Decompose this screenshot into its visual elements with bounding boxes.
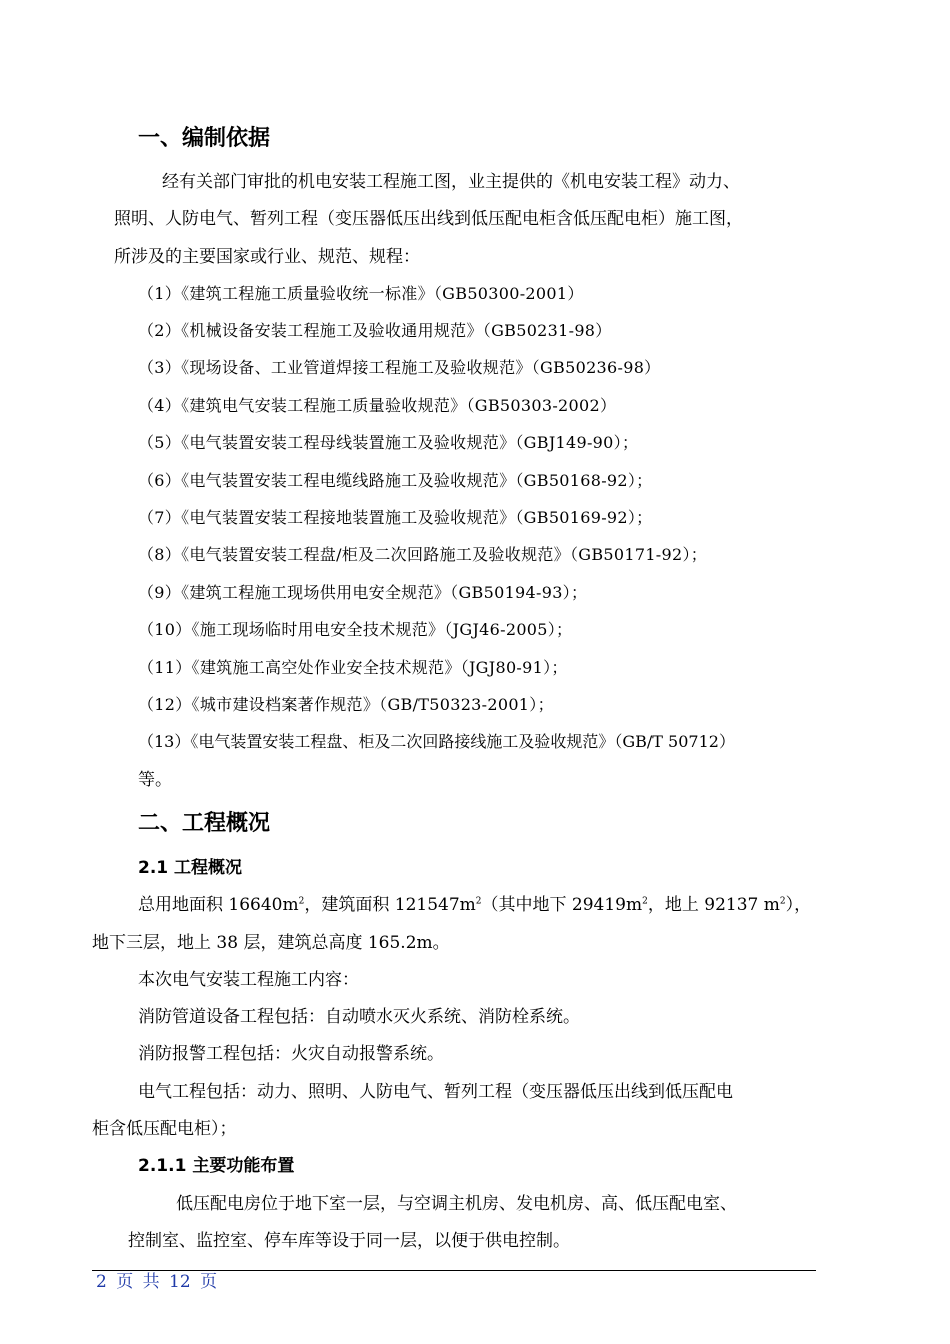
reference-item: （13）《电气装置安装工程盘、柜及二次回路接线施工及验收规范》（GB/T 50712） [138, 732, 735, 751]
area-part: 总用地面积 16640m [138, 895, 299, 915]
reference-item: （12）《城市建设档案著作规范》（GB/T50323-2001）； [138, 695, 554, 714]
reference-item: （11）《建筑施工高空处作业安全技术规范》（JGJ80-91）； [138, 658, 568, 677]
reference-item: （8）《电气装置安装工程盘/柜及二次回路施工及验收规范》（GB50171-92）； [138, 545, 708, 564]
layout-line-1: 低压配电房位于地下室一层，与空调主机房、发电机房、高、低压配电室、 [176, 1194, 737, 1214]
area-part: ，地上 92137 m [647, 895, 780, 915]
intro-line-1: 经有关部门审批的机电安装工程施工图，业主提供的《机电安装工程》动力、 [162, 172, 740, 192]
reference-item: （7）《电气装置安装工程接地装置施工及验收规范》（GB50169-92）； [138, 508, 653, 527]
superscript: 2 [642, 896, 648, 907]
reference-item: （3）《现场设备、工业管道焊接工程施工及验收规范》（GB50236-98） [138, 358, 661, 377]
area-part: ，建筑面积 121547m [304, 895, 476, 915]
intro-line-3: 所涉及的主要国家或行业、规范、规程： [114, 247, 420, 267]
reference-item: （2）《机械设备安装工程施工及验收通用规范》（GB50231-98） [138, 321, 612, 340]
scope-item: 消防报警工程包括：火灾自动报警系统。 [138, 1044, 444, 1064]
section-heading-overview: 二、工程概况 [138, 811, 271, 836]
reference-item: （6）《电气装置安装工程电缆线路施工及验收规范》（GB50168-92）； [138, 471, 653, 490]
superscript: 2 [475, 896, 482, 907]
references-closing: 等。 [138, 770, 172, 790]
area-line [138, 894, 811, 916]
area-part: （其中地下 29419m [481, 895, 643, 915]
section-heading-basis: 一、编制依据 [138, 126, 271, 151]
subsection-heading-layout: 2.1.1 主要功能布置 [138, 1156, 295, 1176]
scope-item: 消防管道设备工程包括：自动喷水灭火系统、消防栓系统。 [138, 1007, 580, 1027]
scope-item-continued: 柜含低压配电柜）； [92, 1119, 237, 1139]
reference-item: （5）《电气装置安装工程母线装置施工及验收规范》（GBJ149-90）； [138, 433, 639, 452]
intro-line-2: 照明、人防电气、暂列工程（变压器低压出线到低压配电柜含低压配电柜）施工图， [114, 209, 743, 229]
layout-line-2: 控制室、监控室、停车库等设于同一层，以便于供电控制。 [128, 1231, 570, 1251]
reference-item: （4）《建筑电气安装工程施工质量验收规范》（GB50303-2002） [138, 396, 617, 415]
area-part: ）， [785, 895, 812, 915]
scope-intro: 本次电气安装工程施工内容： [138, 970, 359, 990]
reference-item: （9）《建筑工程施工现场供用电安全规范》（GB50194-93）； [138, 583, 588, 602]
scope-item: 电气工程包括：动力、照明、人防电气、暂列工程（变压器低压出线到低压配电 [138, 1082, 733, 1102]
page-number: 2 页 共 12 页 [96, 1272, 218, 1292]
superscript: 2 [779, 896, 786, 907]
area-line-2: 地下三层，地上 38 层，建筑总高度 165.2m。 [92, 933, 450, 953]
superscript: 2 [298, 896, 305, 907]
reference-item: （1）《建筑工程施工质量验收统一标准》（GB50300-2001） [138, 284, 584, 303]
subsection-heading-overview: 2.1 工程概况 [138, 858, 243, 878]
reference-item: （10）《施工现场临时用电安全技术规范》（JGJ46-2005）； [138, 620, 573, 639]
